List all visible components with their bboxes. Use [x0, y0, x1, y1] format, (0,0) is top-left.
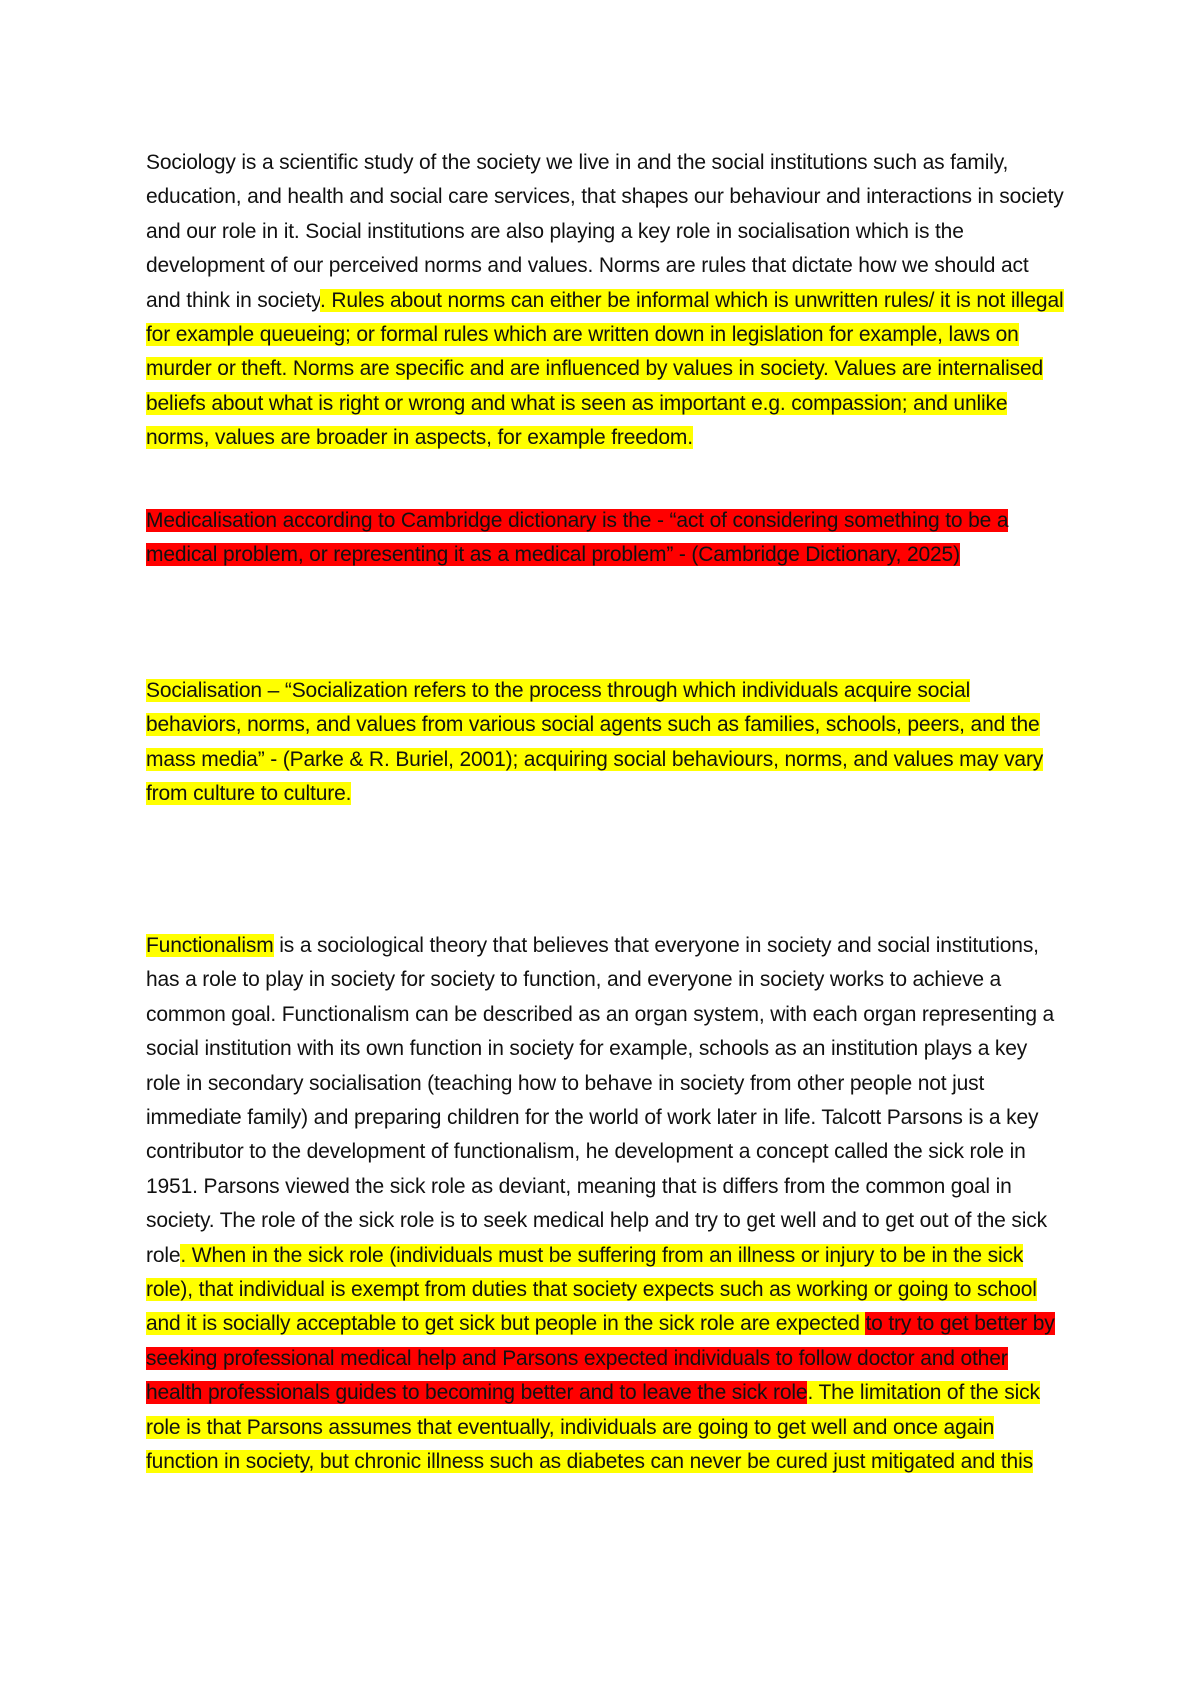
yellow-highlighted-text: Socialisation – “Socialization refers to the process through which individuals acquire social behaviors, norms, and values from various social agents such as families, schools, peers, and the mass media” - (Parke & R. Buriel, 2001); acquiring social behaviours, norms, and values may vary from culture to culture. [146, 679, 1044, 806]
paragraph-sociology-intro [146, 146, 1066, 456]
paragraph-medicalisation-definition [146, 504, 1066, 573]
yellow-highlighted-text-end: . The limitation of the sick role is that Parsons assumes that eventually, individuals are going to get well and once again function in society, but chronic illness such as diabetes can never be cured just mitigated and this [146, 1381, 1040, 1474]
yellow-highlighted-text: . When in the sick role (individuals must be suffering from an illness or injury to be in the sick role), that individual is exempt from duties that society expects such as working or going to school and it is socially acceptable to get sick but people in the sick role are expected [146, 1243, 1037, 1336]
paragraph-socialisation-definition [146, 674, 1066, 812]
paragraph-functionalism [146, 929, 1066, 1480]
functionalism-term-highlight: Functionalism [146, 934, 274, 957]
red-highlighted-text: to try to get better by seeking professional medical help and Parsons expected individuals to follow doctor and other health professionals guides to becoming better and to leave the sick role [146, 1312, 1055, 1405]
yellow-highlighted-text: . Rules about norms can either be informal which is unwritten rules/ it is not illegal for example queueing; or formal rules which are written down in legislation for example, laws on murder or theft. Norms are specific and are influenced by values in society. Values are internalised beliefs about what is right or wrong and what is seen as important e.g. compassion; and unlike norms, values are broader in aspects, for example freedom. [146, 288, 1064, 450]
paragraph-plain-text: Sociology is a scientific study of the society we live in and the social institutions such as family, education, and health and social care services, that shapes our behaviour and interactions in society and our role in it. Social institutions are also playing a key role in socialisation which is the development of our perceived norms and values. Norms are rules that dictate how we should act and think in society [146, 151, 1064, 312]
red-highlighted-text: Medicalisation according to Cambridge dictionary is the - “act of considering something to be a medical problem, or representing it as a medical problem” - (Cambridge Dictionary, 2025) [146, 509, 1009, 567]
paragraph-plain-text: is a sociological theory that believes that everyone in society and social institutions, has a role to play in society for society to function, and everyone in society works to achieve a common goal. Functionalism can be described as an organ system, with each organ representing a social institution with its own function in society for example, schools as an institution plays a key role in secondary socialisation (teaching how to behave in society from other people not just immediate family) and preparing children for the world of work later in life. Talcott Parsons is a key contributor to the development of functionalism, he development a concept called the sick role in 1951. Parsons viewed the sick role as deviant, meaning that is differs from the common goal in society. The role of the sick role is to seek medical help and try to get well and to get out of the sick role [146, 934, 1055, 1267]
